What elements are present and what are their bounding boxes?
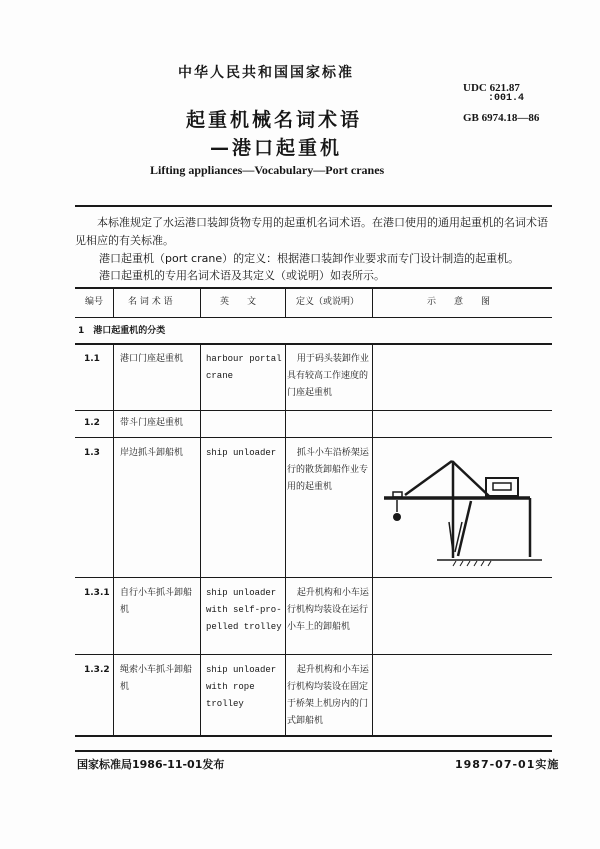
row-number: 1.3.1 [84,588,110,598]
udc-code-suffix: :001.4 [488,93,525,104]
row-number: 1.1 [84,354,100,364]
national-standard-label: 中华人民共和国国家标准 [178,65,354,81]
header-definition: 定义（或说明） [296,297,360,307]
row-number: 1.3.2 [84,665,110,675]
row-definition: 起升机构和小车运行机构均装设在固定于桥架上机房内的门式卸船机 [287,665,369,726]
header-english: 英 文 [220,297,257,307]
row-english: ship unloader with rope trolley [206,665,277,709]
row-term: 绳索小车抓斗卸船机 [120,665,193,692]
title-line-1: 起重机械名词术语 [186,109,363,131]
header-number: 编号 [85,297,104,307]
row-number: 1.2 [84,418,100,428]
udc-code: UDC 621.87 [463,82,520,94]
row-number: 1.3 [84,448,100,458]
intro-paragraph-1: 本标准规定了水运港口装卸货物专用的起重机名词术语。在港口使用的通用起重机的名词术语见相应的有关标准。 [75,216,548,247]
row-english: ship unloader [206,448,277,458]
row-english: ship unloader with self-pro-pelled trolley [206,588,282,632]
row-english: harbour portal crane [206,354,282,381]
row-term: 带斗门座起重机 [120,418,184,428]
intro-paragraph-2: 港口起重机（port crane）的定义：根据港口装卸作业要求而专门设计制造的起重机。 [99,252,520,265]
row-term: 自行小车抓斗卸船机 [120,588,193,615]
header-term: 名 词 术 语 [128,297,173,307]
section-heading: 1 港口起重机的分类 [78,326,166,336]
gb-number: GB 6974.18—86 [463,112,540,124]
title-english: Lifting appliances—Vocabulary—Port cranes [150,163,385,177]
row-term: 港口门座起重机 [120,354,184,364]
row-definition: 用于码头装卸作业具有较高工作速度的门座起重机 [287,354,369,398]
header-diagram: 示 意 图 [427,297,491,307]
footer-rule [75,750,552,752]
row-term: 岸边抓斗卸船机 [120,448,184,458]
effective-date: 1987-07-01实施 [455,758,560,771]
row-definition: 起升机构和小车运行机构均装设在运行小车上的卸船机 [287,588,369,632]
title-line-2: —港口起重机 [210,137,343,159]
issued-date: 国家标准局1986-11-01发布 [77,758,225,771]
row-definition: 抓斗小车沿桥架运行的散货卸船作业专用的起重机 [287,448,369,492]
intro-paragraph-3: 港口起重机的专用名词术语及其定义（或说明）如表所示。 [99,269,385,282]
